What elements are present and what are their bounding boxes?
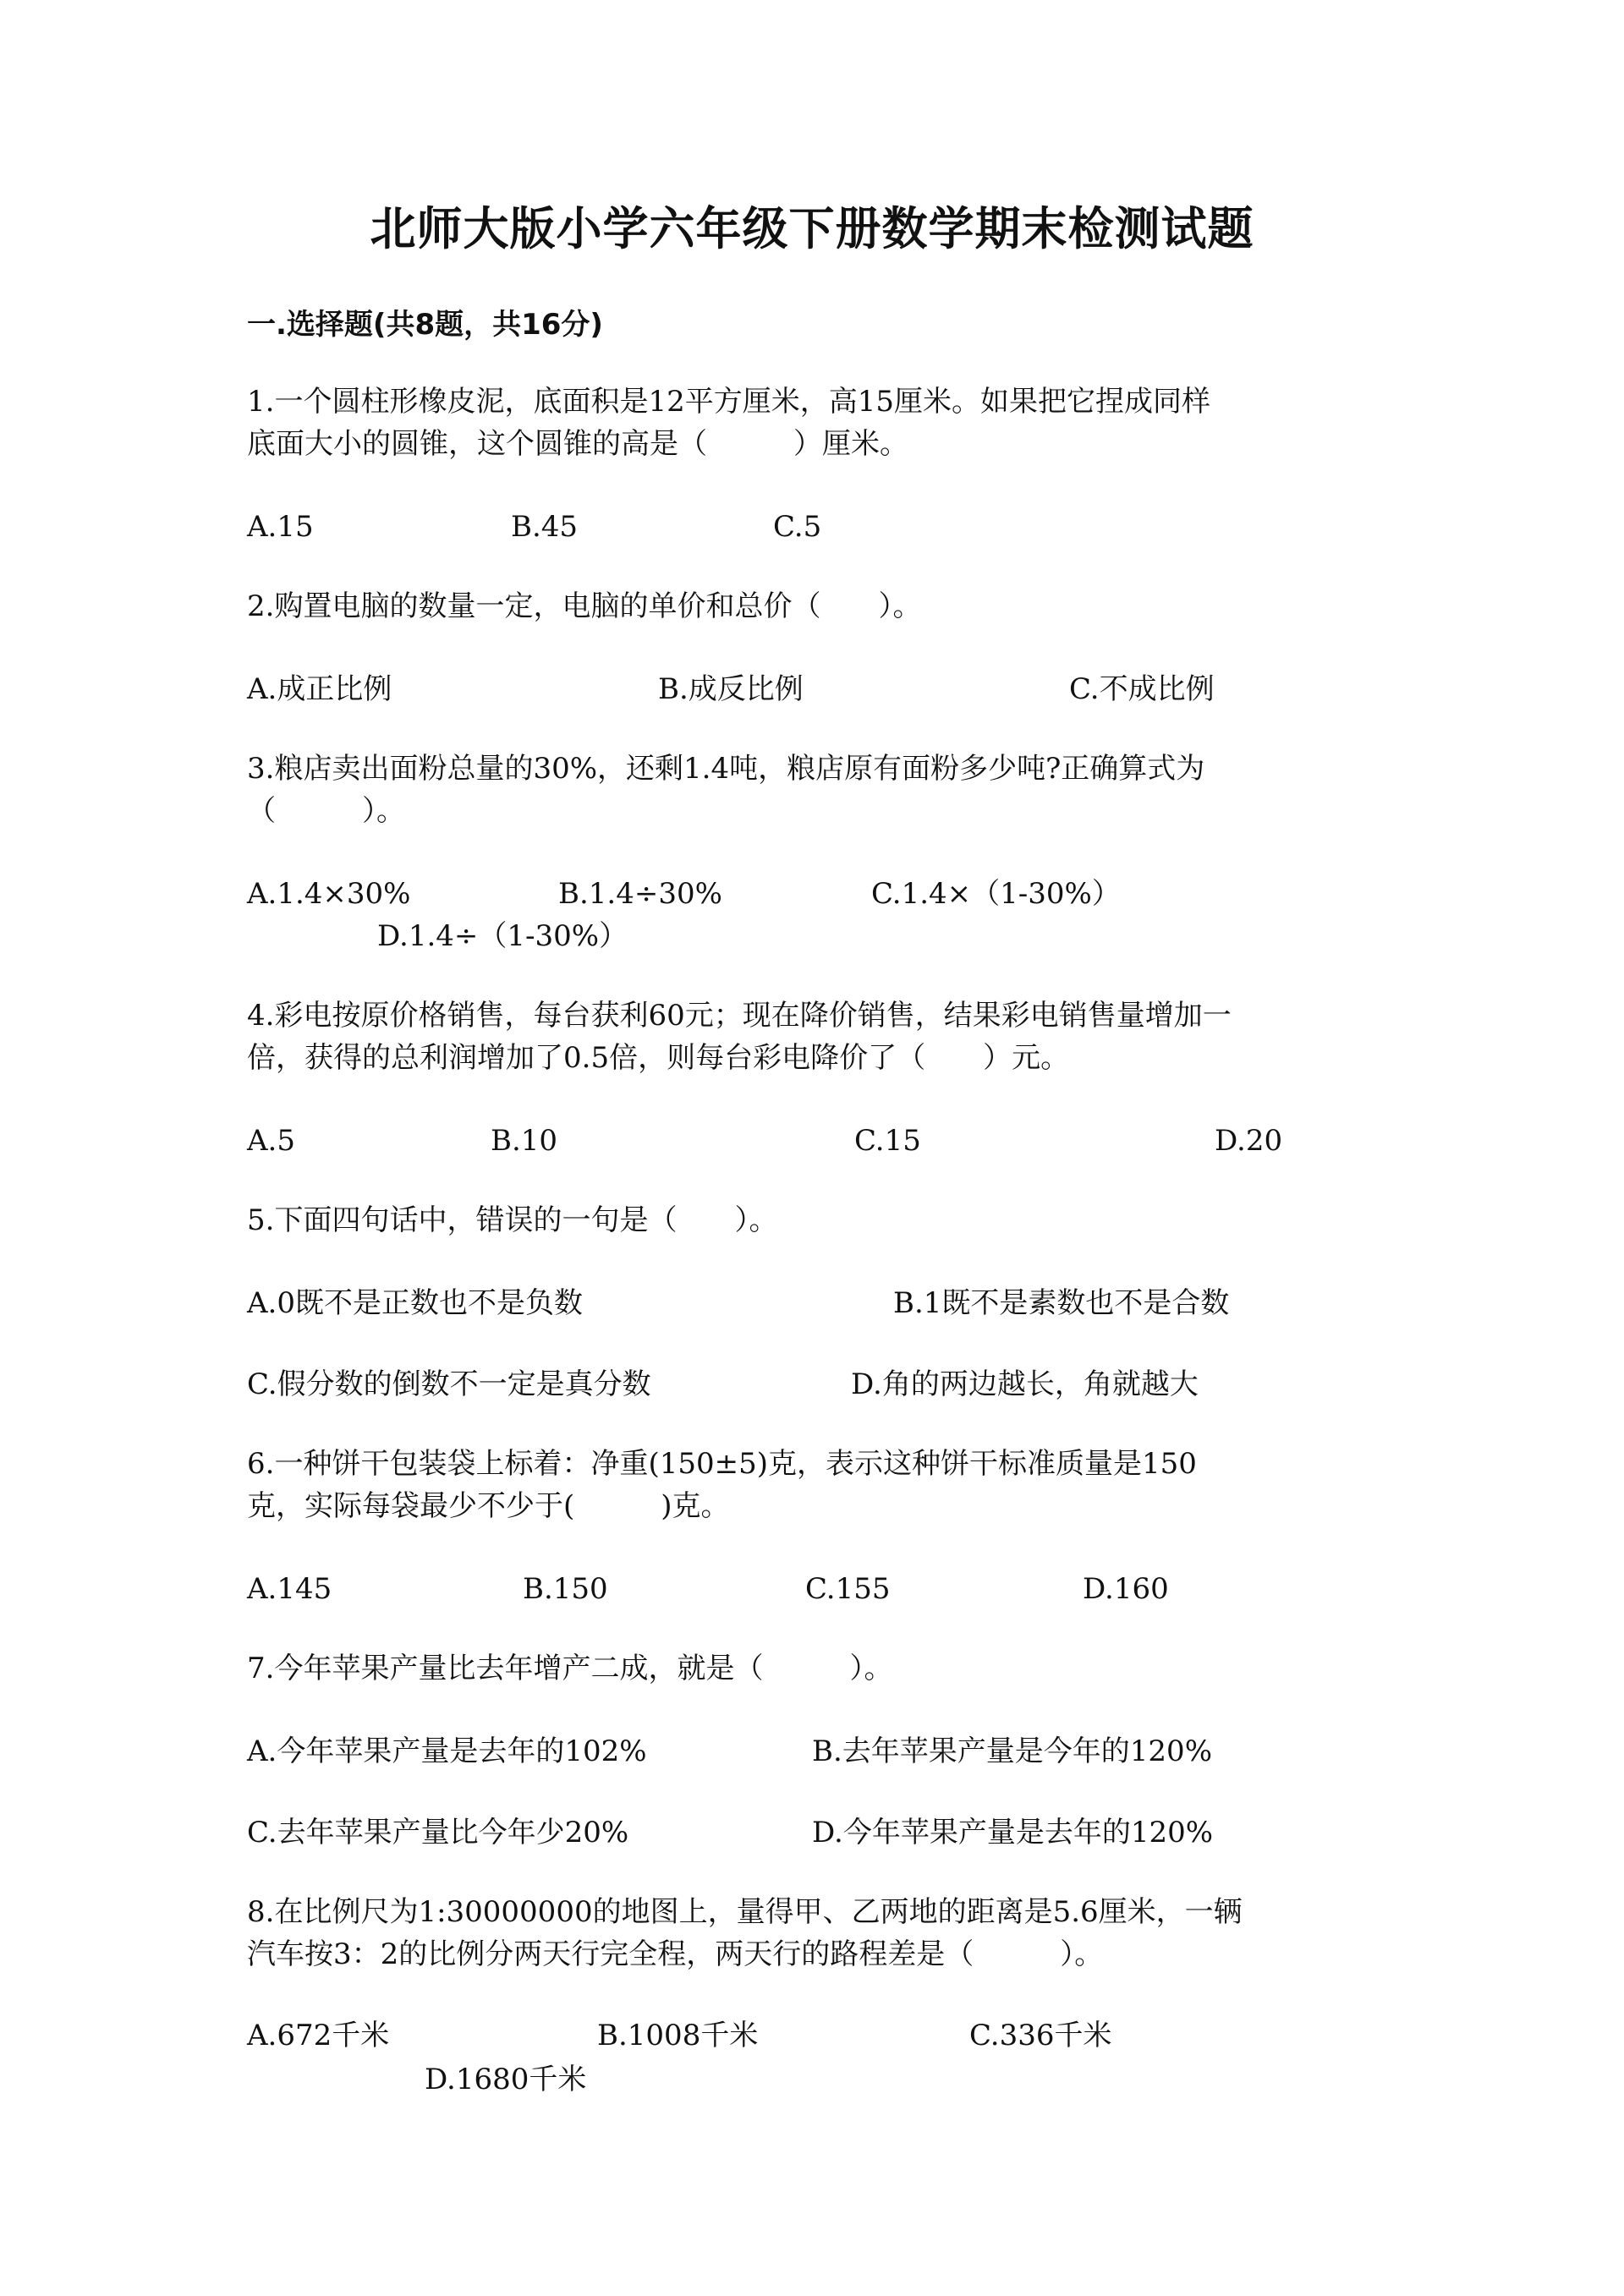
- question-3-option-a: A.1.4×30%: [247, 877, 411, 911]
- question-3-option-d: D.1.4÷（1-30%）: [377, 919, 628, 953]
- question-3-option-b: B.1.4÷30%: [558, 877, 722, 911]
- question-2-option-a: A.成正比例: [247, 672, 392, 706]
- question-8-line-2: 汽车按3：2的比例分两天行完全程，两天行的路程差是（ ）。: [247, 1937, 1104, 1971]
- question-4-option-d: D.20: [1215, 1124, 1283, 1158]
- question-1-line-1: 1.一个圆柱形橡皮泥，底面积是12平方厘米，高15厘米。如果把它捏成同样: [247, 385, 1210, 419]
- question-4-option-a: A.5: [247, 1124, 295, 1158]
- question-7-option-a: A.今年苹果产量是去年的102%: [247, 1734, 647, 1768]
- question-7-option-c: C.去年苹果产量比今年少20%: [247, 1816, 629, 1849]
- question-7-option-b: B.去年苹果产量是今年的120%: [812, 1734, 1212, 1768]
- question-4-line-2: 倍，获得的总利润增加了0.5倍，则每台彩电降价了（ ）元。: [247, 1041, 1070, 1075]
- question-1-option-b: B.45: [511, 510, 579, 544]
- question-8-option-a: A.672千米: [247, 2019, 390, 2052]
- question-5-option-c: C.假分数的倒数不一定是真分数: [247, 1367, 651, 1401]
- question-6-option-a: A.145: [247, 1572, 332, 1606]
- question-5-option-b: B.1既不是素数也不是合数: [893, 1286, 1230, 1320]
- question-2-option-c: C.不成比例: [1069, 672, 1215, 706]
- question-3-line-2: （ ）。: [247, 794, 405, 828]
- question-6-option-c: C.155: [805, 1572, 891, 1606]
- question-8-line-1: 8.在比例尺为1:30000000的地图上，量得甲、乙两地的距离是5.6厘米，一辆: [247, 1895, 1243, 1929]
- question-1-option-c: C.5: [773, 510, 822, 544]
- question-6-option-d: D.160: [1083, 1572, 1169, 1606]
- question-3-line-1: 3.粮店卖出面粉总量的30%，还剩1.4吨，粮店原有面粉多少吨?正确算式为: [247, 752, 1205, 786]
- section-heading: 一.选择题(共8题，共16分): [247, 308, 603, 342]
- question-6-line-2: 克，实际每袋最少不少于( )克。: [247, 1489, 730, 1523]
- question-3-option-c: C.1.4×（1-30%）: [871, 877, 1121, 911]
- question-8-option-b: B.1008千米: [597, 2019, 759, 2052]
- page-title: 北师大版小学六年级下册数学期末检测试题: [370, 202, 1254, 255]
- question-6-option-b: B.150: [523, 1572, 608, 1606]
- question-4-option-c: C.15: [854, 1124, 921, 1158]
- question-5-option-a: A.0既不是正数也不是负数: [247, 1286, 583, 1320]
- question-6-line-1: 6.一种饼干包装袋上标着：净重(150±5)克，表示这种饼干标准质量是150: [247, 1447, 1197, 1481]
- question-1-line-2: 底面大小的圆锥，这个圆锥的高是（ ）厘米。: [247, 427, 908, 461]
- question-2-line-1: 2.购置电脑的数量一定，电脑的单价和总价（ ）。: [247, 589, 922, 623]
- question-5-line-1: 5.下面四句话中，错误的一句是（ ）。: [247, 1203, 778, 1237]
- question-7-line-1: 7.今年苹果产量比去年增产二成，就是（ ）。: [247, 1652, 893, 1685]
- question-8-option-c: C.336千米: [969, 2019, 1112, 2052]
- question-4-option-b: B.10: [491, 1124, 558, 1158]
- question-1-option-a: A.15: [247, 510, 314, 544]
- question-2-option-b: B.成反比例: [658, 672, 804, 706]
- question-4-line-1: 4.彩电按原价格销售，每台获利60元；现在降价销售，结果彩电销售量增加一: [247, 999, 1232, 1033]
- question-5-option-d: D.角的两边越长，角就越大: [851, 1367, 1199, 1401]
- question-7-option-d: D.今年苹果产量是去年的120%: [812, 1816, 1214, 1849]
- question-8-option-d: D.1680千米: [425, 2063, 587, 2096]
